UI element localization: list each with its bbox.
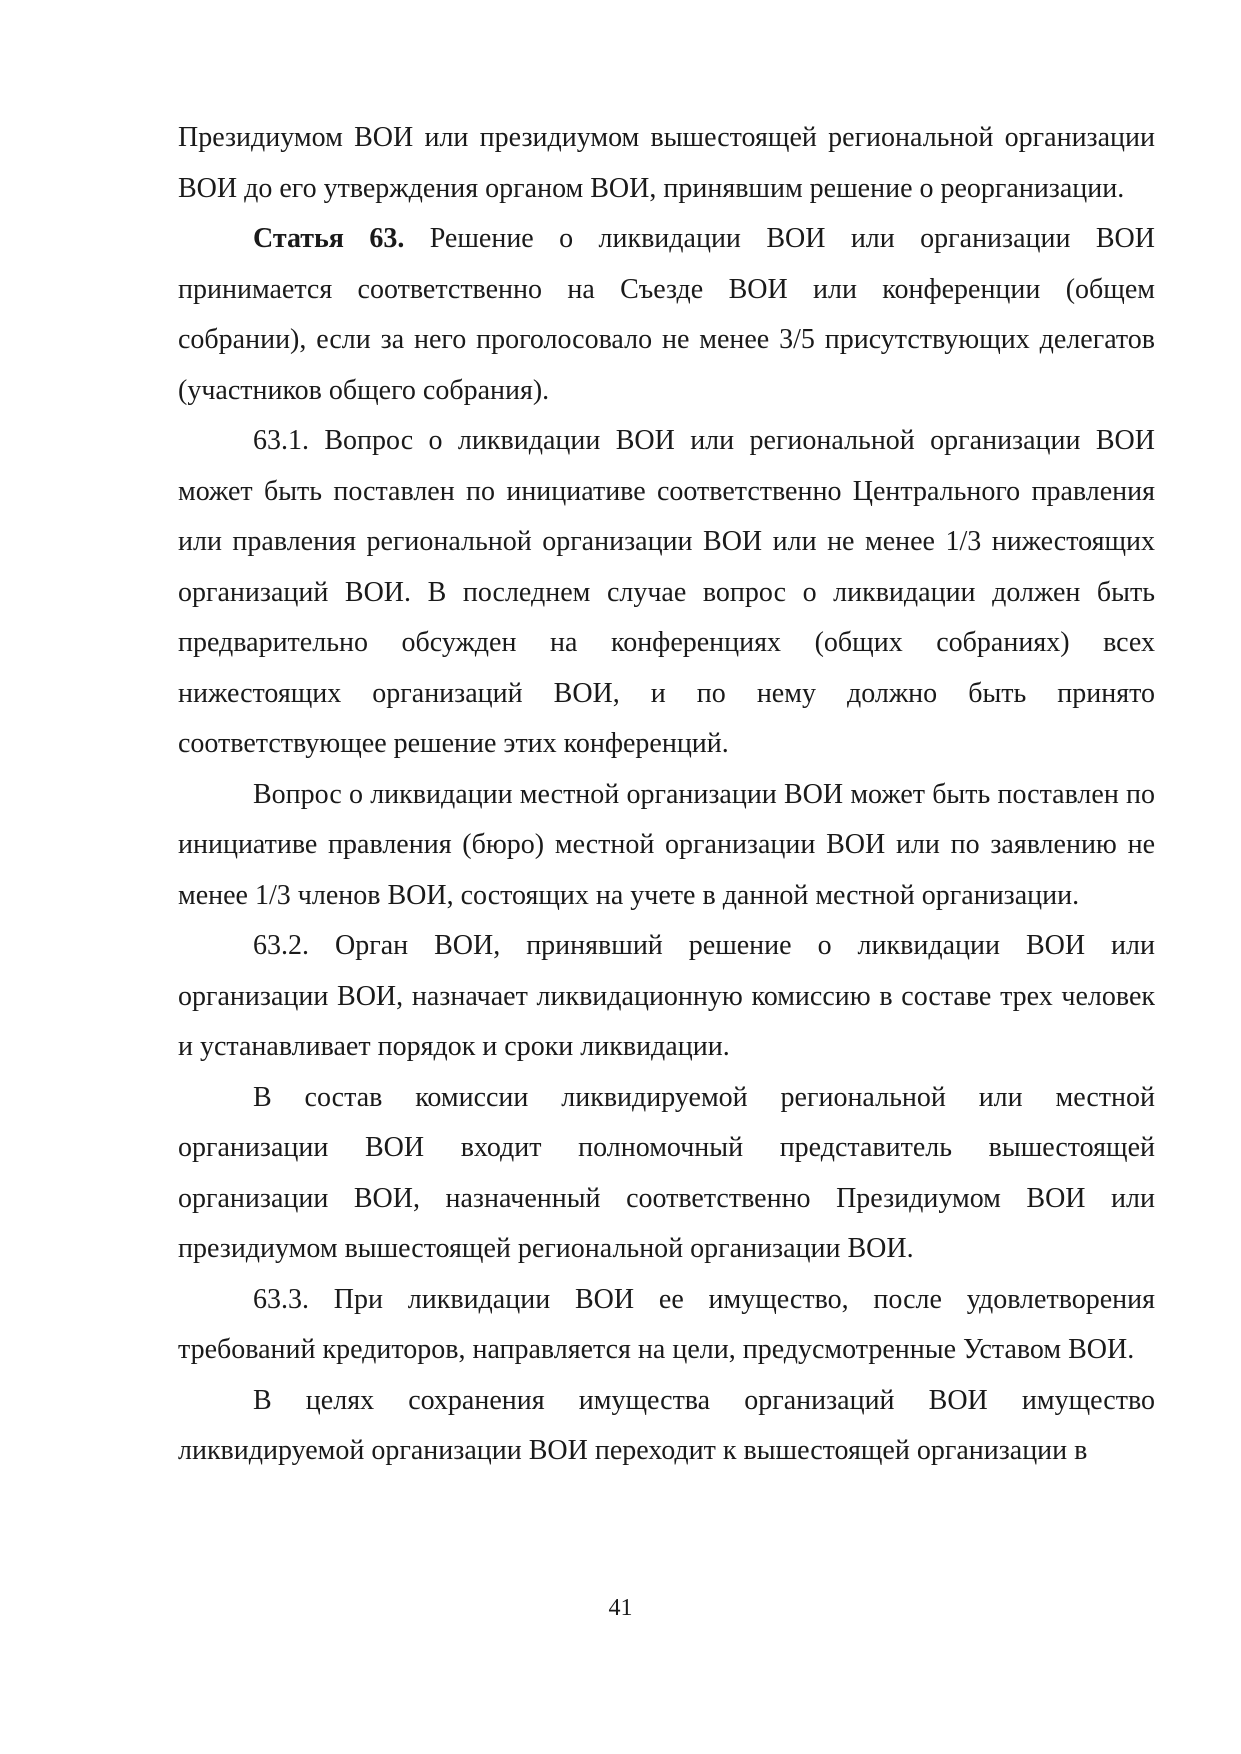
document-body [178,113,1155,1477]
paragraph-63-2 [178,921,1155,1073]
paragraph-text: Вопрос о ликвидации местной организации ВОИ может быть поставлен по инициативе правления (бюро) местной организации ВОИ или по заявлению не менее 1/3 членов ВОИ, состоящих на учете в данной местной организации. [178,778,1155,911]
paragraph-text: Решение о ликвидации ВОИ или организации ВОИ принимается соответственно на Съезде ВОИ или конференции (общем собрании), если за него проголосовало не менее 3/5 присутствующих делегатов (участников общего собрания). [178,223,1155,406]
page-number: 41 [608,1595,633,1621]
paragraph-text: 63.3. При ликвидации ВОИ ее имущество, после удовлетворения требований кредиторов, направляется на цели, предусмотренные Уставом ВОИ. [178,1283,1155,1365]
paragraph-continuation [178,113,1155,214]
paragraph-article-63 [178,214,1155,416]
paragraph-local-liquidation [178,770,1155,922]
article-heading: Статья 63. [253,223,405,254]
paragraph-property [178,1376,1155,1477]
paragraph-text: В состав комиссии ликвидируемой региональной или местной организации ВОИ входит полномочный представитель вышестоящей организации ВОИ, назначенный соответственно Президиумом ВОИ или президиумом вышестоящей региональной организации ВОИ. [178,1081,1155,1264]
paragraph-63-3 [178,1275,1155,1376]
paragraph-63-1 [178,416,1155,770]
paragraph-commission [178,1073,1155,1275]
paragraph-text: В целях сохранения имущества организаций ВОИ имущество ликвидируемой организации ВОИ переходит к вышестоящей организации в [178,1384,1155,1466]
paragraph-text: 63.2. Орган ВОИ, принявший решение о ликвидации ВОИ или организации ВОИ, назначает ликвидационную комиссию в составе трех человек и устанавливает порядок и сроки ликвидации. [178,930,1155,1062]
paragraph-text: Президиумом ВОИ или президиумом вышестоящей региональной организации ВОИ до его утверждения органом ВОИ, принявшим решение о реорганизации. [178,122,1155,204]
paragraph-text: 63.1. Вопрос о ликвидации ВОИ или региональной организации ВОИ может быть поставлен по инициативе соответственно Центрального правления или правления региональной организации ВОИ или не менее 1/3 нижестоящих организаций ВОИ. В последнем случае вопрос о ликвидации должен быть предварительно обсужден на конференциях (общих собраниях) всех нижестоящих организаций ВОИ, и по нему должно быть принято соответствующее решение этих конференций. [178,425,1155,759]
